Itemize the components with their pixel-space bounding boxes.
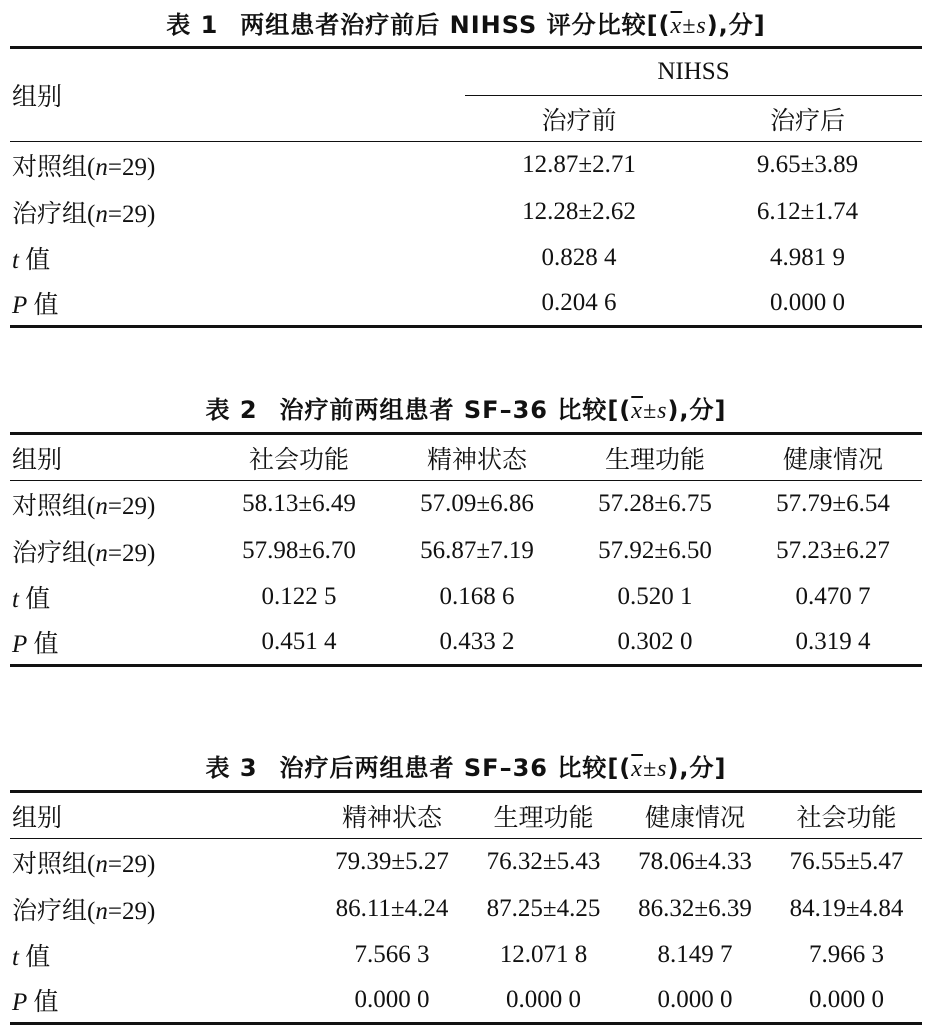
row-label: 治疗组(n=29) <box>12 539 156 567</box>
cell-value: 0.470 7 <box>795 582 871 610</box>
table-1-grid <box>10 46 922 328</box>
cell-value: 0.319 4 <box>744 620 922 666</box>
row-label: P 值 <box>10 620 210 666</box>
table-row <box>10 886 922 932</box>
table-1 <box>10 6 922 328</box>
cell-value: 0.000 0 <box>771 978 922 1024</box>
table-2 <box>10 390 922 667</box>
header-after: 治疗后 <box>693 96 922 142</box>
header-col: 社会功能 <box>771 792 922 839</box>
cell-value: 0.433 2 <box>388 620 566 666</box>
cell-value: 57.28±6.75 <box>598 490 712 518</box>
header-group: 组别 <box>10 434 210 481</box>
table-3-caption: 表 3 治疗后两组患者 SF–36 比较[$(\overline{x}\pm s)$,分] <box>205 754 727 782</box>
table-1-caption: 表 1 两组患者治疗前后 NIHSS 评分比较[$(\overline{x}\pm s)$,分] <box>166 11 766 39</box>
table-3-grid <box>10 790 922 1025</box>
row-label: P 值 <box>10 281 465 327</box>
cell-value: 87.25±4.25 <box>486 894 601 922</box>
cell-value: 79.39±5.27 <box>335 848 449 876</box>
cell-value: 57.23±6.27 <box>776 536 890 564</box>
cell-value: 12.071 8 <box>499 940 588 968</box>
row-label: 对照组(n=29) <box>12 493 156 521</box>
cell-value: 57.79±6.54 <box>776 490 890 518</box>
cell-value: 12.28±2.62 <box>522 197 636 225</box>
cell-value: 57.09±6.86 <box>420 490 534 518</box>
row-label: 治疗组(n=29) <box>12 200 156 228</box>
header-col: 健康情况 <box>744 434 922 481</box>
cell-value: 7.566 3 <box>354 940 430 968</box>
cell-value: 76.32±5.43 <box>486 848 601 876</box>
header-col: 精神状态 <box>316 792 468 839</box>
cell-value: 0.000 0 <box>619 978 771 1024</box>
cell-value: 84.19±4.84 <box>789 894 904 922</box>
cell-value: 0.451 4 <box>210 620 388 666</box>
header-group: 组别 <box>10 48 465 142</box>
cell-value: 57.92±6.50 <box>598 536 712 564</box>
cell-value: 4.981 9 <box>770 243 845 271</box>
cell-value: 0.828 4 <box>541 243 617 271</box>
table-row <box>10 142 922 189</box>
row-label: 对照组(n=29) <box>12 154 156 182</box>
cell-value: 57.98±6.70 <box>242 536 356 564</box>
cell-value: 0.520 1 <box>617 582 693 610</box>
table-row-t <box>10 932 922 978</box>
table-row <box>10 481 922 528</box>
cell-value: 7.966 3 <box>809 940 884 968</box>
table-row-t <box>10 574 922 620</box>
cell-value: 0.122 5 <box>261 582 337 610</box>
header-col: 社会功能 <box>210 434 388 481</box>
table-row-t <box>10 235 922 281</box>
cell-value: 86.32±6.39 <box>638 894 752 922</box>
header-group: 组别 <box>10 792 316 839</box>
table-row-p <box>10 978 922 1024</box>
cell-value: 6.12±1.74 <box>756 197 859 225</box>
table-row <box>10 839 922 886</box>
header-before: 治疗前 <box>465 96 693 142</box>
cell-value: 0.000 0 <box>316 978 468 1024</box>
header-col: 生理功能 <box>566 434 744 481</box>
cell-value: 86.11±4.24 <box>335 894 449 922</box>
cell-value: 0.302 0 <box>566 620 744 666</box>
cell-value: 76.55±5.47 <box>789 848 904 876</box>
header-col: 精神状态 <box>388 434 566 481</box>
header-col: 健康情况 <box>619 792 771 839</box>
row-label: t 值 <box>12 943 51 971</box>
cell-value: 78.06±4.33 <box>638 848 752 876</box>
table-row-p <box>10 620 922 666</box>
table-2-caption: 表 2 治疗前两组患者 SF–36 比较[$(\overline{x}\pm s)$,分] <box>205 396 727 424</box>
cell-value: 9.65±3.89 <box>756 151 859 179</box>
header-nihss: NIHSS <box>465 48 922 96</box>
cell-value: 0.000 0 <box>693 281 922 327</box>
cell-value: 0.000 0 <box>468 978 619 1024</box>
cell-value: 12.87±2.71 <box>522 151 636 179</box>
cell-value: 56.87±7.19 <box>420 536 534 564</box>
table-2-grid <box>10 432 922 667</box>
table-row <box>10 528 922 574</box>
row-label: 治疗组(n=29) <box>12 897 156 925</box>
table-3 <box>10 748 922 1025</box>
cell-value: 8.149 7 <box>657 940 733 968</box>
cell-value: 58.13±6.49 <box>242 490 356 518</box>
row-label: 对照组(n=29) <box>12 851 156 879</box>
cell-value: 0.168 6 <box>439 582 515 610</box>
cell-value: 0.204 6 <box>465 281 693 327</box>
row-label: t 值 <box>12 246 51 274</box>
row-label: t 值 <box>12 585 51 613</box>
header-col: 生理功能 <box>468 792 619 839</box>
table-row-p <box>10 281 922 327</box>
row-label: P 值 <box>10 978 316 1024</box>
table-row <box>10 189 922 235</box>
